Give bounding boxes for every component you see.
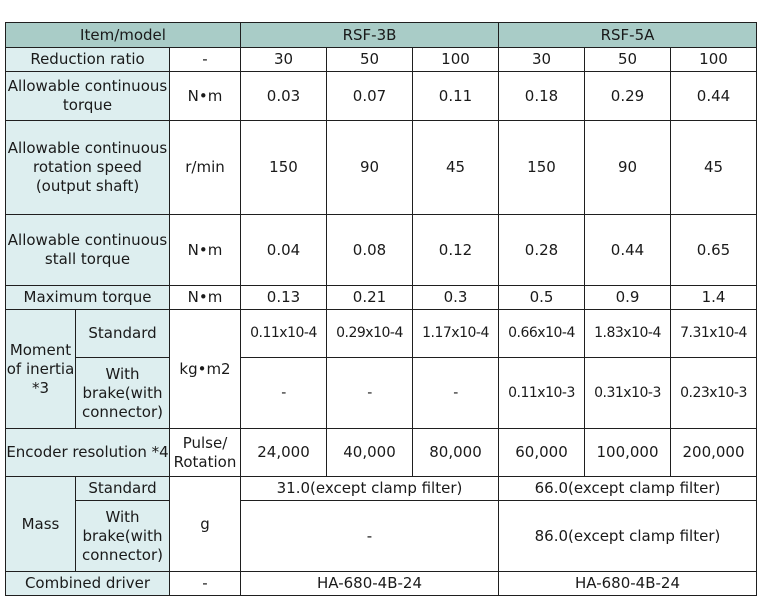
combined-driver-label: Combined driver — [6, 572, 170, 596]
value-cell: 90 — [327, 121, 413, 215]
value-cell: 1.17x10-4 — [413, 310, 499, 358]
mass-standard-rsf-3b: 31.0(except clamp filter) — [241, 477, 499, 501]
inertia-label: Moment of inertia *3 — [6, 310, 76, 429]
value-cell: - — [327, 358, 413, 429]
value-cell: 0.21 — [327, 286, 413, 310]
stall-torque-row — [6, 215, 757, 286]
value-cell: 0.29x10-4 — [327, 310, 413, 358]
model-rsf-3b-header: RSF-3B — [241, 23, 499, 48]
stall-torque-label: Allowable continuous stall torque — [6, 215, 170, 286]
mass-label: Mass — [6, 477, 76, 572]
value-cell: 0.65 — [671, 215, 757, 286]
inertia-brake-label: With brake(with connector) — [76, 358, 170, 429]
value-cell: 0.66x10-4 — [499, 310, 585, 358]
reduction-ratio-row — [6, 48, 757, 72]
value-cell: 40,000 — [327, 429, 413, 477]
value-cell: 30 — [499, 48, 585, 72]
reduction-ratio-label: Reduction ratio — [6, 48, 170, 72]
value-cell: 0.23x10-3 — [671, 358, 757, 429]
value-cell: 0.12 — [413, 215, 499, 286]
max-torque-row — [6, 286, 757, 310]
unit-cell: r/min — [170, 121, 241, 215]
value-cell: 150 — [499, 121, 585, 215]
value-cell: 0.44 — [671, 72, 757, 121]
value-cell: 0.44 — [585, 215, 671, 286]
value-cell: 90 — [585, 121, 671, 215]
continuous-speed-label: Allowable continuous rotation speed (output shaft) — [6, 121, 170, 215]
value-cell: 50 — [585, 48, 671, 72]
encoder-row — [6, 429, 757, 477]
inertia-standard-label: Standard — [76, 310, 170, 358]
mass-brake-rsf-5a: 86.0(except clamp filter) — [499, 501, 757, 572]
value-cell: 7.31x10-4 — [671, 310, 757, 358]
mass-standard-label: Standard — [76, 477, 170, 501]
model-rsf-5a-header: RSF-5A — [499, 23, 757, 48]
value-cell: 0.31x10-3 — [585, 358, 671, 429]
value-cell: 0.29 — [585, 72, 671, 121]
value-cell: 0.18 — [499, 72, 585, 121]
value-cell: 0.3 — [413, 286, 499, 310]
unit-cell: Pulse/ Rotation — [170, 429, 241, 477]
value-cell: 0.11 — [413, 72, 499, 121]
header-row — [6, 23, 757, 48]
value-cell: 0.11x10-4 — [241, 310, 327, 358]
value-cell: 1.83x10-4 — [585, 310, 671, 358]
value-cell: 24,000 — [241, 429, 327, 477]
max-torque-label: Maximum torque — [6, 286, 170, 310]
value-cell: 0.07 — [327, 72, 413, 121]
unit-cell: g — [170, 477, 241, 572]
value-cell: 60,000 — [499, 429, 585, 477]
value-cell: 0.11x10-3 — [499, 358, 585, 429]
value-cell: 50 — [327, 48, 413, 72]
item-model-header: Item/model — [6, 23, 241, 48]
value-cell: 0.9 — [585, 286, 671, 310]
inertia-brake-row — [6, 358, 757, 429]
value-cell: 45 — [413, 121, 499, 215]
mass-standard-row — [6, 477, 757, 501]
value-cell: 0.5 — [499, 286, 585, 310]
value-cell: 150 — [241, 121, 327, 215]
spec-table — [5, 22, 757, 596]
value-cell: 100 — [671, 48, 757, 72]
unit-cell: N•m — [170, 215, 241, 286]
continuous-torque-row — [6, 72, 757, 121]
value-cell: 0.03 — [241, 72, 327, 121]
unit-cell: - — [170, 48, 241, 72]
value-cell: 0.08 — [327, 215, 413, 286]
value-cell: - — [413, 358, 499, 429]
unit-cell: N•m — [170, 286, 241, 310]
unit-cell: - — [170, 572, 241, 596]
mass-brake-label: With brake(with connector) — [76, 501, 170, 572]
mass-standard-rsf-5a: 66.0(except clamp filter) — [499, 477, 757, 501]
encoder-label: Encoder resolution *4 — [6, 429, 170, 477]
unit-cell: N•m — [170, 72, 241, 121]
value-cell: 0.04 — [241, 215, 327, 286]
inertia-standard-row — [6, 310, 757, 358]
driver-rsf-3b: HA-680-4B-24 — [241, 572, 499, 596]
value-cell: - — [241, 358, 327, 429]
combined-driver-row — [6, 572, 757, 596]
continuous-torque-label: Allowable continuous torque — [6, 72, 170, 121]
value-cell: 200,000 — [671, 429, 757, 477]
mass-brake-rsf-3b: - — [241, 501, 499, 572]
unit-cell: kg•m2 — [170, 310, 241, 429]
value-cell: 1.4 — [671, 286, 757, 310]
mass-brake-row — [6, 501, 757, 572]
value-cell: 0.13 — [241, 286, 327, 310]
value-cell: 100,000 — [585, 429, 671, 477]
continuous-speed-row — [6, 121, 757, 215]
value-cell: 80,000 — [413, 429, 499, 477]
value-cell: 30 — [241, 48, 327, 72]
value-cell: 45 — [671, 121, 757, 215]
driver-rsf-5a: HA-680-4B-24 — [499, 572, 757, 596]
value-cell: 0.28 — [499, 215, 585, 286]
value-cell: 100 — [413, 48, 499, 72]
